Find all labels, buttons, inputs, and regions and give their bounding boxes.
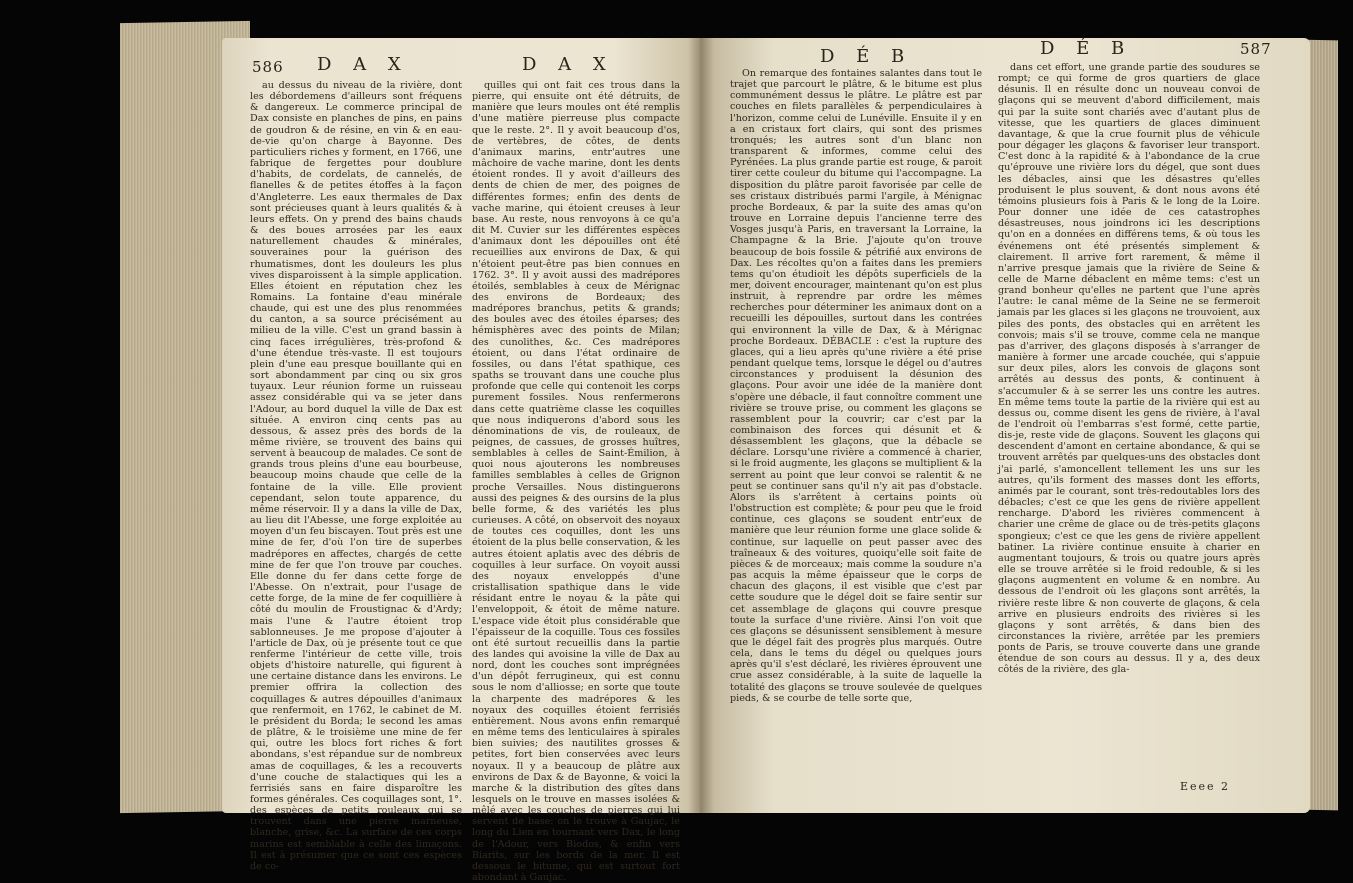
signature-mark: Eeee 2: [1180, 780, 1231, 793]
right-page: [700, 38, 1310, 813]
book-gutter: [688, 38, 714, 813]
running-header: D A X: [317, 54, 409, 75]
running-header-right: D A X: [522, 54, 614, 75]
column-text: dans cet effort, une grande partie des soudures se rompt; ce qui forme de gros quartiers de glace désunis. Il en résulte donc un nouveau convoi de glaçons qui se meuvent d'abord difficilement, mais qui par la suite sont chariés avec d'autant plus de vitesse, que les quartiers de glaces diminuent davantage, & que la crue fournit plus de véhicule pour dégager les glaçons & favoriser leur transport. C'est donc à la rapidité & à l'abondance de la crue qu'éprouve une rivière lors du dégel, que sont dues les débacles, ainsi que les désastres qu'elles produisent le plus souvent, & dont nous avons été témoins plusieurs fois à Paris & le long de la Loire. Pour donner une idée de ces catastrophes désastreuses, nous joindrons ici les descriptions qu'on en a données en différens tems, & où tous les événemens ont été présentés simplement & clairement. Il arrive fort rarement, & même il n'arrive presque jamais que la rivière de Seine & celle de Marne débaclent en même tems: c'est un grand bonheur qu'elles ne partent que l'une après l'autre: le canal même de la Seine ne se fermeroit jamais par les glaces si les glaçons ne trouvoient, aux piles des ponts, des obstacles qui en arrêtent les convois; mais s'il se trouve, comme cela ne manque pas d'arriver, des glaçons disposés à s'arranger de manière à former une arcade couchée, qui s'appuie sur deux piles, alors les convois de glaçons sont arrêtés au dessus des ponts, & continuent à s'accumuler & à se serrer les uns contre les autres. En même tems toute la partie de la rivière qui est au dessus ou, comme disent les gens de rivière, à l'aval de l'endroit où l'embarras s'est formé, cette partie, dis-je, reste vide de glaçons. Souvent les glaçons qui descendent d'amont en certaine abondance, & qui se trouvent arrêtés par quelques-uns des obstacles dont j'ai parlé, s'amoncellent tellement les uns sur les autres, qu'ils forment des masses dont les efforts, animés par le courant, sont très-redoutables lors des débacles; c'est ce que les gens de rivière appellent rencharge. D'abord les rivières commencent à charier une crême de glace ou de très-petits glaçons spongieux; c'est ce que les gens de rivière appellent batiner. La rivière continue ensuite à charier en augmentant toujours, & trois ou quatre jours après elle se trouve arrêtée si le froid redouble, & si les glaçons augmentent en volume & en nombre. Au dessous de l'endroit où les glaçons sont arrêtés, la rivière reste libre & non couverte de glaçons, & cela arrive en plusieurs endroits des rivières si les glaçons y sont arrêtés, & dans bien des circonstances la rivière, arrêtée par les premiers ponts de Paris, se trouve couverte dans une grande étendue de son cours au dessus. Il y a, des deux côtés de la rivière, des gla-: [998, 62, 1260, 676]
column-text: quilles qui ont fait ces trous dans la pierre, qui ensuite ont été détruits, de manière que leurs moules ont été remplis d'une matière pierreuse plus compacte que le reste. 2°. Il y avoit beaucoup d'os, de vertèbres, de côtes, de dents d'animaux marins, entr'autres une mâchoire de vache marine, dont les dents étoient rondes. Il y avoit d'ailleurs des dents de chien de mer, des poignes de différentes formes; enfin des dents de vache marine, qui étoient creuses à leur base. Au reste, nous renvoyons à ce qu'a dit M. Cuvier sur les différentes espèces d'animaux dont les dépouilles ont été recueillies aux environs de Dax, & qui n'étoient peut-être pas bien connues en 1762. 3°. Il y avoit aussi des madrépores étoilés, semblables à ceux de Mérignac des environs de Bordeaux; des madrépores branchus, petits & grands; des boules avec des étoiles éparses; des hémisphères avec des points de Milan; des cunolithes, &c. Ces madrépores étoient, ou dans l'état ordinaire de fossiles, ou dans l'état spathique, ces spaths se trouvant dans une couche plus profonde que celle qui contenoit les corps purement fossiles. Nous renfermerons dans cette quatrième classe les coquilles que nous indiquerons d'abord sous les dénominations de vis, de rouleaux, de peignes, de cassues, de grosses huîtres, semblables à celles de Saint-Émilion, à quoi nous ajouterons les nombreuses familles semblables à celles de Grignon proche Versailles. Nous distinguerons aussi des peignes & des oursins de la plus belle forme, & des variétés les plus curieuses. A côté, on observoit des noyaux de toutes ces coquilles, dont les uns étoient de la plus belle conservation, & les autres étoient aplatis avec des débris de coquilles à leur surface. On voyoit aussi des noyaux enveloppés d'une cristallisation spathique dans le vide résidant entre le noyau & la pâte qui l'enveloppoit, & étoit de même nature. L'espace vide étoit plus considérable que l'épaisseur de la coquille. Tous ces fossiles ont été surtout recueillis dans la partie des landes qui avoisine la ville de Dax au nord, dont les couches sont imprégnées d'un dépôt ferrugineux, qui est connu sous le nom d'alliosse; en sorte que toute la charpente des madrépores & les noyaux des coquilles étoient ferrisiés entièrement. Nous avons enfin remarqué en même tems des lenticulaires à spirales bien suivies; des nautilites grosses & petites, fort bien conservées avec leurs noyaux. Il y a beaucoup de plâtre aux environs de Dax & de Bayonne, & voici la marche & la distribution des gîtes dans lesquels on le trouve en masses isolées & mêlé avec les couches de pierres qui lui servent de base: on le trouve à Gaujac, le long du Lien en tournant vers Dax, le long de l'Adour, vers Biodos, & enfin vers Biarits, sur les bords de la mer. Il est dessous le bitume, qui est surtout fort abondant à Gaujac.: [472, 80, 680, 883]
running-header-left: D É B: [820, 46, 913, 67]
page-number: 586: [252, 58, 284, 76]
left-page: [222, 38, 700, 883]
column-text: On remarque des fontaines salantes dans tout le trajet que parcourt le plâtre, & le bitume est plus communément dessus le plâtre. Le plâtre est par couches en filets parallèles & perpendiculaires à l'horizon, comme celui de Lunéville. Ensuite il y en a en cristaux fort clairs, qui sont des prismes tronqués; les autres sont d'un blanc non transparent & informes, comme celui des Pyrénées. La plus grande partie est rouge, & paroit tirer cette couleur du bitume qui l'accompagne. La disposition du plâtre paroit favorisée par celle de ses cristaux distribués parmi l'argile, à Ménignac proche Bordeaux, & par la suite des amas qu'on trouve en Lorraine depuis l'ancienne terre des Vosges jusqu'à Paris, en traversant la Lorraine, la Champagne & la Brie. J'ajoute qu'on trouve beaucoup de bois fossile & pétrifié aux environs de Dax. Les récoltes qu'on a faites dans les premiers tems qu'on étudioit les dépôts superficiels de la mer, doivent encourager, maintenant qu'on est plus instruit, à reprendre par ordre les mêmes recherches pour déterminer les animaux dont on a recueilli les dépouilles, surtout dans les contrées qui environnent la ville de Dax, & à Mérignac proche Bordeaux. DÉBACLE : c'est la rupture des glaces, qui a lieu après qu'une rivière a été prise pendant quelque tems, lorsque le dégel ou d'autres circonstances y produisent la désunion des glaçons. Pour avoir une idée de la manière dont s'opère une débacle, il faut connoître comment une rivière se trouve prise, ou comment les glaçons se rassemblent pour la couvrir; car c'est par la combinaison des forces qui désunit et & désassemblent les glaçons, que la débacle se déclare. Lorsqu'une rivière a commencé à charier, si le froid augmente, les glaçons se multiplient & la serrent au point que leur convoi se ralentit & ne peut se continuer sans qu'il n'y ait pas d'obstacle. Alors ils s'arrêtent à certains points où l'obstruction est complète; & pour peu que le froid continue, ces glaçons se soudent entr'eux de manière que leur réunion forme une glace solide & continue, sur laquelle on peut passer avec des traîneaux & des voitures, quoiqu'elle soit faite de pièces & de morceaux; mais comme la soudure n'a pas acquis la même épaisseur que le corps de chacun des glaçons, il est visible que c'est par cette soudure que le dégel doit se faire sentir sur cet assemblage de glaçons qui couvre presque toute la surface d'une rivière. Ainsi l'on voit que ces glaçons se désunissent sensiblement à mesure que le dégel fait des progrès plus marqués. Outre cela, dans le tems du dégel ou quelques jours après qu'il s'est déclaré, les rivières éprouvent une crue assez considérable, à la suite de laquelle la totalité des glaçons se trouve soulevée de quelques pieds, & se courbe de telle sorte que,: [730, 68, 982, 704]
text-column-2: [998, 62, 1260, 774]
running-header: D É B: [1040, 38, 1133, 59]
page-number: 587: [1240, 40, 1272, 58]
text-column-1: [730, 68, 982, 803]
text-column-2: [472, 80, 680, 883]
text-column-1: [250, 80, 462, 872]
column-text: au dessus du niveau de la rivière, dont les débordemens d'ailleurs sont fréquens & dangereux. Le commerce principal de Dax consiste en planches de pins, en pains de goudron & de résine, en vin & en eau-de-vie qu'on charge à Bayonne. Des particuliers riches y forment, en 1766, une fabrique de fergettes pour doublure d'habits, de cordelats, de cannelés, de flanelles & de petites étoffes à la façon d'Angleterre. Les eaux thermales de Dax sont précieuses quant à leurs qualités & à leurs effets. On y prend des bains chauds & des boues arrosées par les eaux naturellement chaudes & minérales, souveraines pour la guérison des rhumatismes, dont les douleurs les plus vives disparoissent à la simple application. Elles étoient en réputation chez les Romains. La fontaine d'eau minérale chaude, qui est une des plus renommées du canton, a sa source précisément au milieu de la ville. C'est un grand bassin à cinq faces irrégulières, très-profond & d'une étendue très-vaste. Il est toujours plein d'une eau presque bouillante qui en sort abondamment par cinq ou six gros tuyaux. Leur réunion forme un ruisseau assez considérable qui va se jeter dans l'Adour, au bord duquel la ville de Dax est située. A environ cinq cents pas au dessous, & assez près des bords de la même rivière, se trouvent des bains qui servent à beaucoup de malades. Ce sont de grands trous pleins d'une eau bourbeuse, beaucoup moins chaude que celle de la fontaine de la ville. Elle provient cependant, selon toute apparence, du même réservoir. Il y a dans la ville de Dax, au lieu dit l'Abesse, une forge exploitée au moyen d'un feu biscayen. Tout près est une mine de fer, d'où l'on tire de superbes madrépores en affectes, chargés de cette mine de fer que l'on trouve par couches. Elle donne du fer dans cette forge de l'Abesse. On n'extrait, pour l'usage de cette forge, de la mine de fer coquillière à côté du moulin de Froustignac & d'Ardy; mais l'une & l'autre étoient trop sablonneuses. Je me propose d'ajouter à l'article de Dax, où je présente tout ce que renferme l'intérieur de cette ville, trois objets d'histoire naturelle, qui figurent à une certaine distance dans les environs. Le premier offrira la collection des coquillages & autres dépouilles d'animaux que renfermoit, en 1762, le cabinet de M. le président du Borda; le second les amas de plâtre, & le troisième une mine de fer qui, outre les blocs fort riches & fort abondans, s'est répandue sur de nombreux amas de coquillages, & les a recouverts d'une couche de stalactiques qui les a ferrisiés sans en faire disparoître les formes générales. Ces coquillages sont, 1°. des espèces de petits rouleaux qui se trouvent dans une pierre marneuse, blanche, grise, &c. La surface de ces corps marins est semblable à celle des limaçons. Il est à présumer que ce sont ces espèces de co-: [250, 80, 462, 872]
